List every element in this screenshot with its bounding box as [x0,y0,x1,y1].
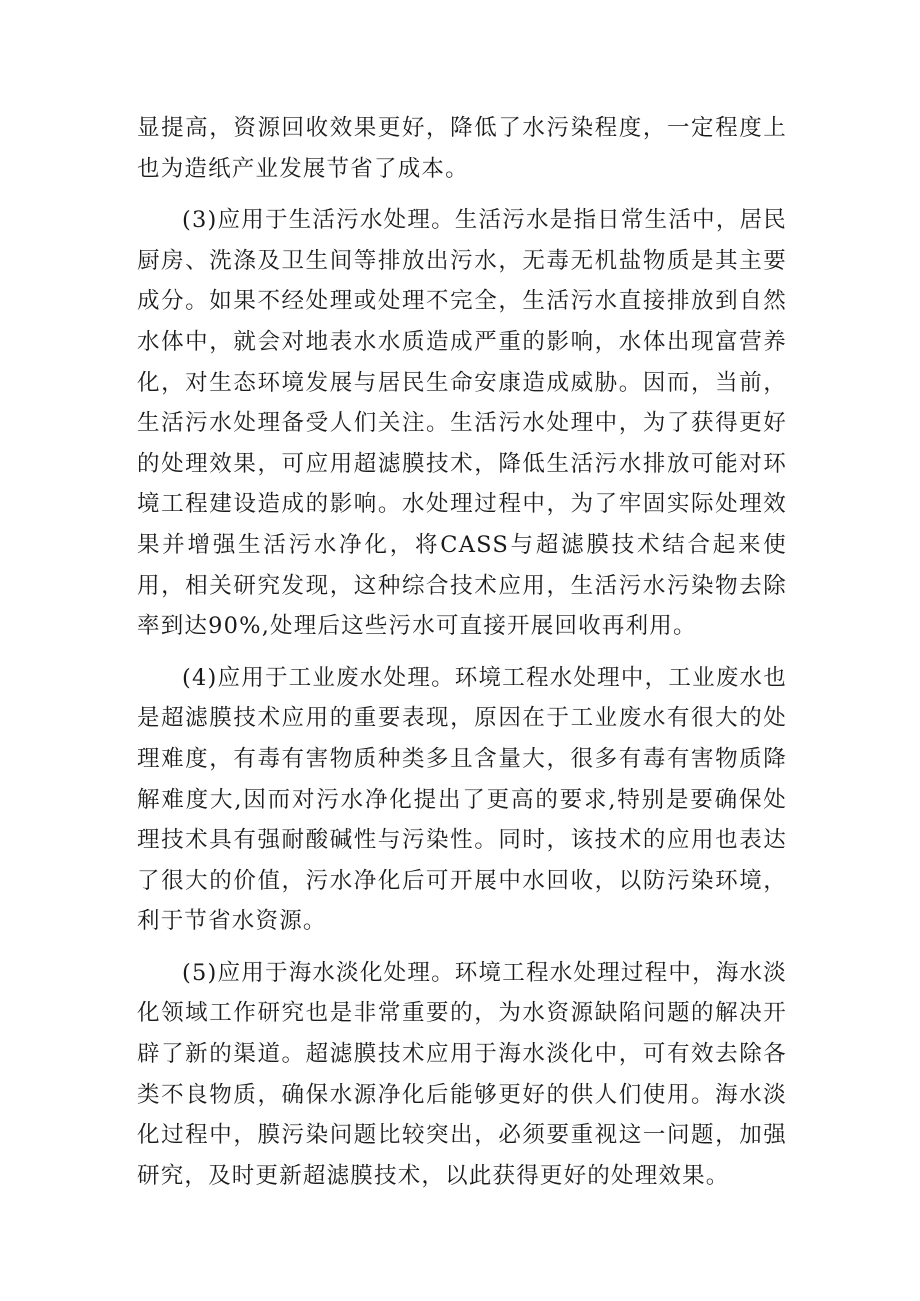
paragraph-seawater-desalination: (5)应用于海水淡化处理。环境工程水处理过程中，海水淡化领域工作研究也是非常重要的，为水资源缺陷问题的解决开辟了新的渠道。超滤膜技术应用于海水淡化中，可有效去除各类不良物质，确保水源净化后能够更好的供人们使用。海水淡化过程中，膜污染问题比较突出，必须要重视这一问题，加强研究，及时更新超滤膜技术，以此获得更好的处理效果。 [137,959,787,1189]
document-body [137,108,787,1196]
paragraph-continuation: 显提高，资源回收效果更好，降低了水污染程度，一定程度上也为造纸产业发展节省了成本。 [137,115,787,182]
paragraph-domestic-sewage: (3)应用于生活污水处理。生活污水是指日常生活中，居民厨房、洗涤及卫生间等排放出污水，无毒无机盐物质是其主要成分。如果不经处理或处理不完全，生活污水直接排放到自然水体中，就会对地表水水质造成严重的影响，水体出现富营养化，对生态环境发展与居民生命安康造成威胁。因而，当前，生活污水处理备受人们关注。生活污水处理中，为了获得更好的处理效果，可应用超滤膜技术，降低生活污水排放可能对环境工程建设造成的影响。水处理过程中，为了牢固实际处理效果并增强生活污水净化，将CASS与超滤膜技术结合起来使用，相关研究发现，这种综合技术应用，生活污水污染物去除率到达90%,处理后这些污水可直接开展回收再利用。 [137,207,787,640]
paragraph-industrial-wastewater: (4)应用于工业废水处理。环境工程水处理中，工业废水也是超滤膜技术应用的重要表现，原因在于工业废水有很大的处理难度，有毒有害物质种类多且含量大，很多有毒有害物质降解难度大,因而对污水净化提出了更高的要求,特别是要确保处理技术具有强耐酸碱性与污染性。同时，该技术的应用也表达了很大的价值，污水净化后可开展中水回收，以防污染环境，利于节省水资源。 [137,664,787,935]
